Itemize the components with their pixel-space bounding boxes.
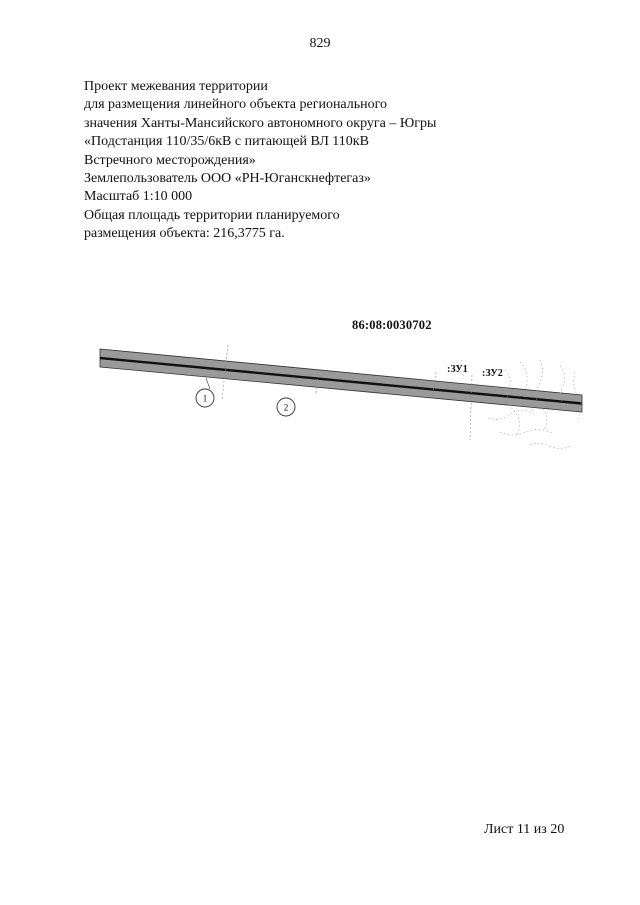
header-line-8: Общая площадь территории планируемого [84,207,340,223]
header-line-9: размещения объекта: 216,3775 га. [84,226,285,242]
point-marker-1-label: 1 [202,393,208,404]
page-number: 829 [309,36,331,51]
header-line-4: «Подстанция 110/35/6кВ с питающей ВЛ 110кВ [84,134,369,150]
point-marker-2-label: 2 [283,402,289,413]
header-line-6: Землепользователь ООО «РН-Юганскнефтегаз» [84,171,371,187]
header-line-2: для размещения линейного объекта регионального [84,97,388,113]
document-header [84,78,544,244]
sheet-footer: Лист 11 из 20 [484,822,565,837]
header-line-3: значения Ханты-Мансийского автономного округа – Югры [84,115,437,131]
plot-label-zu2: :ЗУ2 [482,368,503,379]
header-line-7: Масштаб 1:10 000 [84,189,193,205]
map-drawing [0,330,640,470]
power-line-axis [100,358,582,404]
point-marker-1-leader [206,378,210,389]
header-line-1: Проект межевания территории [84,79,268,94]
cadastral-number: 86:08:0030702 [352,318,432,332]
header-line-5: Встречного месторождения» [84,152,256,168]
plot-label-zu1: :ЗУ1 [447,364,468,375]
